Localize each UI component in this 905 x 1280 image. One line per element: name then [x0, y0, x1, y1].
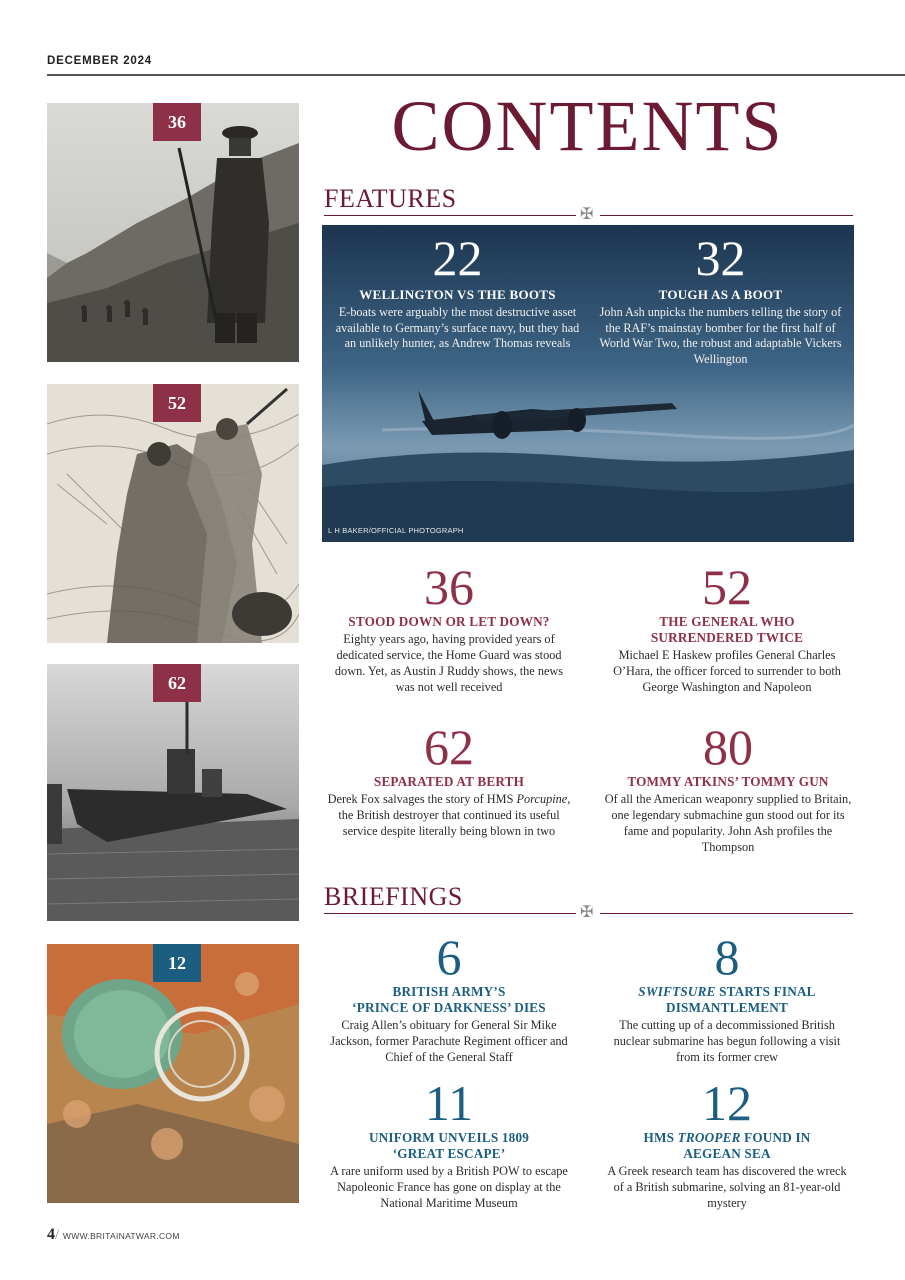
- folio-separator: /: [55, 1227, 63, 1243]
- page-badge-12: 12: [153, 944, 201, 982]
- briefing-11[interactable]: [324, 1075, 574, 1211]
- page-badge-62: 62: [153, 664, 201, 702]
- headline-line-2: SURRENDERED TWICE: [650, 630, 804, 645]
- briefing-page-number: 8: [714, 929, 740, 985]
- submarine-name: TROOPER: [677, 1130, 741, 1145]
- briefings-rule-left: [324, 913, 576, 914]
- briefing-summary: A rare uniform used by a British POW to escape Napoleonic France has gone on display at the National Maritime Museum: [330, 1164, 568, 1210]
- feature-standfirst: [324, 791, 574, 839]
- briefing-headline: [324, 984, 574, 1016]
- feature-page-number: 36: [424, 559, 474, 615]
- feature-headline: [602, 614, 852, 646]
- briefing-summary: Craig Allen’s obituary for General Sir Mike Jackson, former Parachute Regiment officer and Chief of the General Staff: [330, 1018, 568, 1064]
- submarine-name: SWIFTSURE: [638, 984, 716, 999]
- page-badge-36: 36: [153, 103, 201, 141]
- standfirst-text: Derek Fox salvages the story of HMS: [327, 792, 514, 806]
- feature-standfirst: E-boats were arguably the most destructive asset available to Germany’s surface navy, but they had an unlikely hunter, as Andrew Thomas reveals: [335, 305, 580, 350]
- feature-page-number: 62: [424, 719, 474, 775]
- page-number: 4: [47, 1226, 55, 1243]
- home-guard-photo: [47, 103, 299, 362]
- features-heading: FEATURES: [324, 184, 457, 213]
- header-rule: [47, 74, 905, 76]
- feature-page-number: 52: [702, 559, 752, 615]
- standfirst-text: , the British destroyer that continued its useful service despite literally being blown in two: [338, 792, 571, 838]
- briefings-heading: BRIEFINGS: [324, 882, 463, 911]
- feature-headline: SEPARATED AT BERTH: [373, 774, 525, 789]
- headline-line-1: FOUND IN: [740, 1130, 811, 1145]
- website-link[interactable]: WWW.BRITAINATWAR.COM: [62, 1231, 180, 1241]
- headline-line-2: ‘PRINCE OF DARKNESS’ DIES: [352, 1000, 546, 1015]
- cross-ornament-icon: ✠: [580, 206, 594, 223]
- feature-page-number: 80: [703, 719, 753, 775]
- ship-name: Porcupine: [516, 792, 568, 806]
- briefing-headline: [324, 1130, 574, 1162]
- headline-line-1: THE GENERAL WHO: [659, 614, 795, 629]
- headline-line-1: STARTS FINAL: [715, 984, 816, 999]
- feature-36[interactable]: [324, 559, 574, 695]
- briefing-headline: [602, 1130, 852, 1162]
- feature-62[interactable]: [324, 719, 574, 839]
- feature-32[interactable]: [598, 230, 843, 367]
- features-rule-left: [324, 215, 576, 216]
- feature-page-number: 22: [432, 230, 483, 286]
- briefing-summary: A Greek research team has discovered the wreck of a British submarine, solving an 81-year-old mystery: [607, 1164, 847, 1210]
- feature-page-number: 32: [695, 230, 746, 286]
- headline-prefix: HMS: [643, 1130, 678, 1145]
- headline-line-2: AEGEAN SEA: [683, 1146, 771, 1161]
- feature-headline: TOUGH AS A BOOT: [658, 287, 783, 302]
- feature-22[interactable]: [335, 230, 580, 352]
- wreck-photo: [47, 944, 299, 1203]
- feature-52[interactable]: [602, 559, 852, 695]
- feature-standfirst: Eighty years ago, having provided years of dedicated service, the Home Guard was stood down. Yet, as Austin J Ruddy shows, the news was not well received: [334, 632, 564, 694]
- feature-standfirst: Of all the American weaponry supplied to Britain, one legendary submachine gun stood out for its fame and popularity. John Ash profiles the Thompson: [604, 792, 852, 854]
- briefing-8[interactable]: [602, 929, 852, 1065]
- hero-feature-panel[interactable]: [322, 225, 854, 542]
- briefing-summary: The cutting up of a decommissioned British nuclear submarine has begun following a visit from its former crew: [613, 1018, 841, 1064]
- thumb-hms-trooper[interactable]: [47, 944, 299, 1203]
- thumb-hms-porcupine[interactable]: [47, 664, 299, 921]
- briefing-6[interactable]: [324, 929, 574, 1065]
- feature-headline: TOMMY ATKINS’ TOMMY GUN: [627, 774, 829, 789]
- features-rule-right: [600, 215, 853, 216]
- feature-standfirst: John Ash unpicks the numbers telling the story of the RAF’s mainstay bomber for the first half of World War Two, the robust and adaptable Vickers Wellington: [599, 305, 842, 366]
- briefing-headline: [602, 984, 852, 1016]
- destroyer-photo: [47, 664, 299, 921]
- headline-line-2: ‘GREAT ESCAPE’: [392, 1146, 506, 1161]
- briefing-12[interactable]: [602, 1075, 852, 1211]
- thumb-general-ohara[interactable]: [47, 384, 299, 643]
- briefing-page-number: 11: [424, 1075, 474, 1131]
- photo-credit: L H BAKER/OFFICIAL PHOTOGRAPH: [328, 526, 464, 535]
- feature-headline: WELLINGTON VS THE BOOTS: [359, 287, 556, 302]
- feature-headline: STOOD DOWN OR LET DOWN?: [348, 614, 550, 629]
- headline-line-2: DISMANTLEMENT: [665, 1000, 789, 1015]
- page-footer: [47, 1226, 180, 1244]
- page-badge-52: 52: [153, 384, 201, 422]
- cross-ornament-icon: ✠: [580, 904, 594, 921]
- engraving-illustration: [47, 384, 299, 643]
- feature-80[interactable]: [600, 719, 856, 855]
- thumb-home-guard[interactable]: [47, 103, 299, 362]
- briefing-page-number: 12: [702, 1075, 752, 1131]
- briefings-rule-right: [600, 913, 853, 914]
- issue-date: DECEMBER 2024: [47, 55, 152, 67]
- page-title: CONTENTS: [391, 86, 784, 166]
- headline-line-1: UNIFORM UNVEILS 1809: [368, 1130, 530, 1145]
- headline-line-1: BRITISH ARMY’S: [392, 984, 506, 999]
- feature-standfirst: Michael E Haskew profiles General Charles O’Hara, the officer forced to surrender to both George Washington and Napoleon: [613, 648, 841, 694]
- briefing-page-number: 6: [436, 929, 462, 985]
